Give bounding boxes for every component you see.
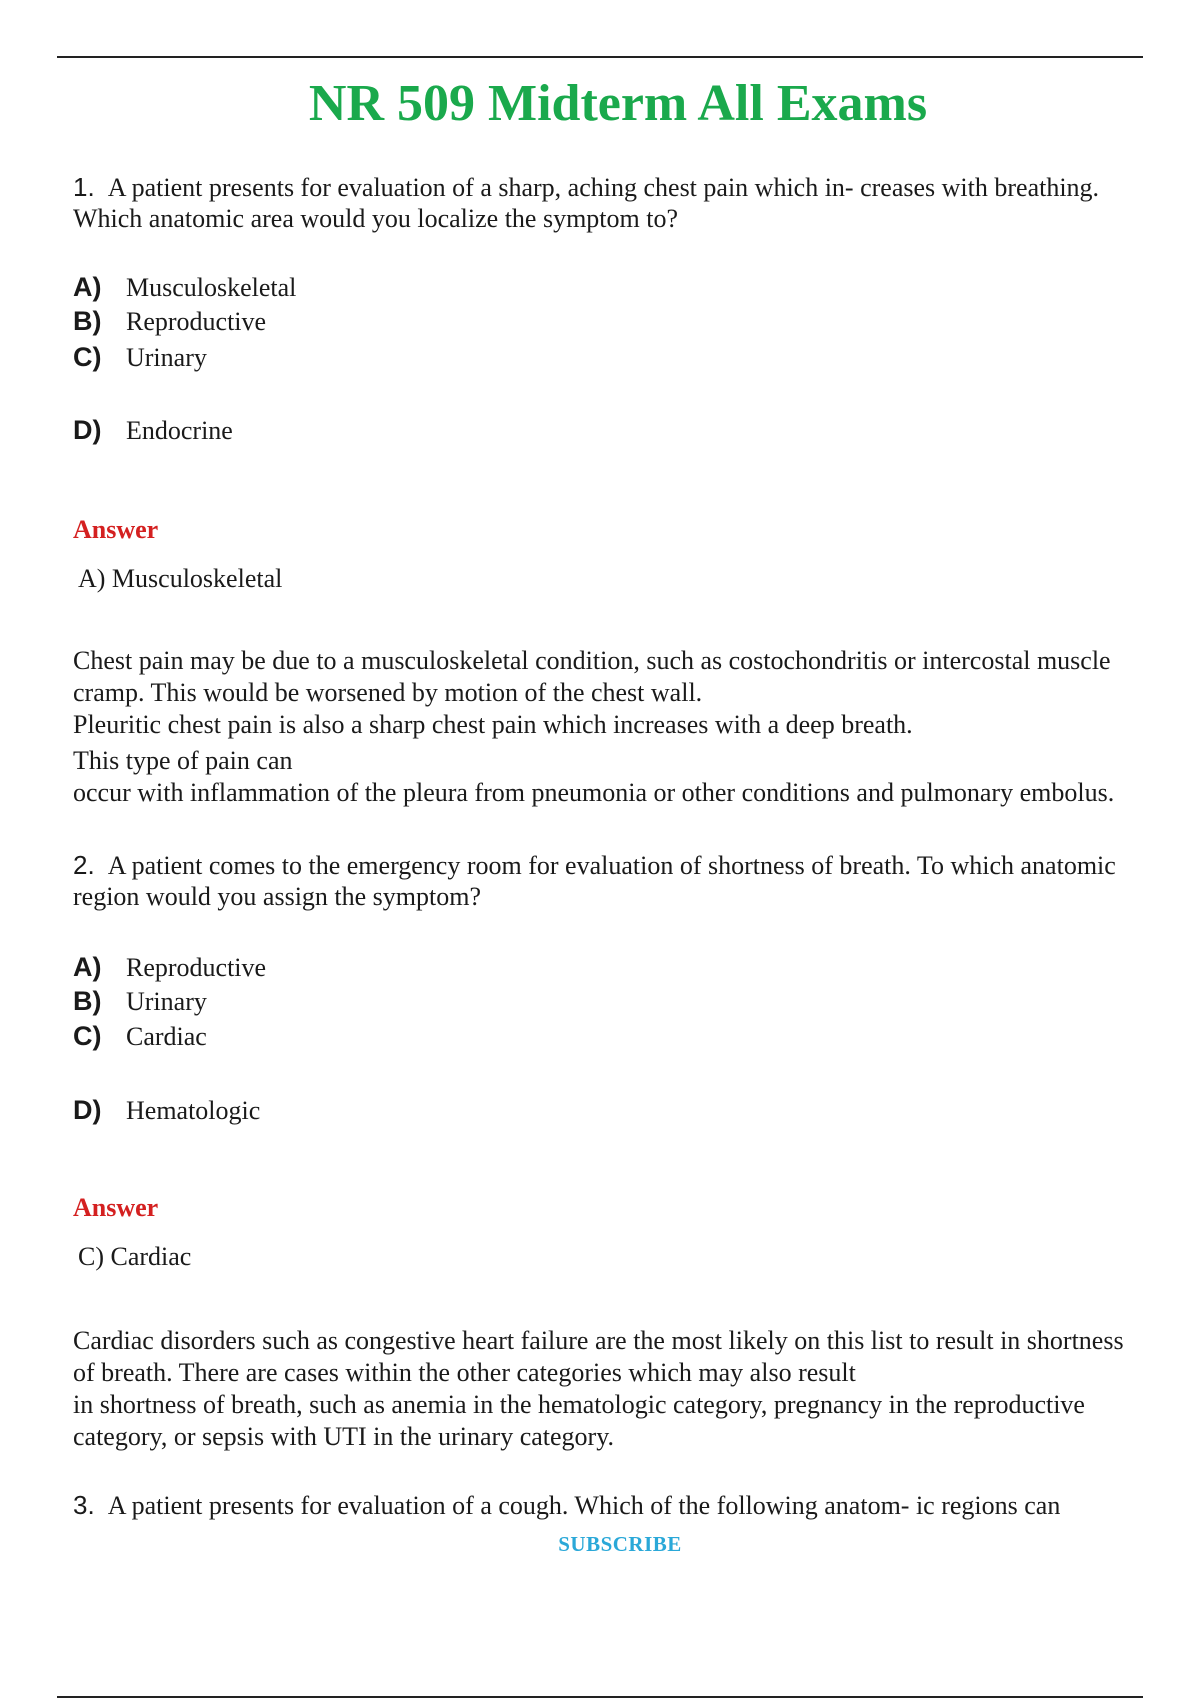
option-text: Urinary xyxy=(126,987,207,1016)
question-number: 3. xyxy=(73,1490,95,1520)
explanation-line: category, or sepsis with UTI in the urinary category. xyxy=(73,1422,615,1451)
option-text: Urinary xyxy=(126,343,207,372)
explanation-line: Cardiac disorders such as congestive heart failure are the most likely on this list to result in shortness of breath. There are cases within the other categories which may also result xyxy=(73,1326,1124,1387)
option-letter: A) xyxy=(73,952,102,982)
option-letter: D) xyxy=(73,415,102,445)
question-1 xyxy=(73,172,1133,234)
explanation-line: occur with inflammation of the pleura from pneumonia or other conditions and pulmonary embolus. xyxy=(73,778,1115,807)
q1-option-a xyxy=(73,270,296,305)
option-text: Endocrine xyxy=(126,416,233,445)
option-text: Cardiac xyxy=(126,1022,207,1051)
option-text: Reproductive xyxy=(126,953,267,982)
option-text: Hematologic xyxy=(126,1096,261,1125)
top-rule xyxy=(57,56,1143,58)
question-text: A patient presents for evaluation of a sharp, aching chest pain which in- creases with breathing. Which anatomic area would you localize the symptom to? xyxy=(73,173,1100,233)
question-number: 1. xyxy=(73,172,95,202)
q1-option-d xyxy=(73,413,233,448)
option-letter: C) xyxy=(73,1021,102,1051)
q1-explanation xyxy=(73,645,1133,809)
q2-option-c xyxy=(73,1019,207,1054)
option-letter: B) xyxy=(73,306,102,336)
q2-option-a xyxy=(73,950,266,985)
q2-option-d xyxy=(73,1093,260,1128)
option-text: Reproductive xyxy=(126,307,267,336)
q1-answer-value: A) Musculoskeletal xyxy=(78,564,283,593)
q2-answer-label: Answer xyxy=(73,1193,159,1222)
q1-option-c xyxy=(73,340,207,375)
q2-answer-value: C) Cardiac xyxy=(78,1242,192,1271)
question-3 xyxy=(73,1490,1133,1521)
q1-answer-label: Answer xyxy=(73,515,159,544)
question-number: 2. xyxy=(73,850,95,880)
subscribe-link[interactable]: SUBSCRIBE xyxy=(558,1532,682,1556)
option-text: Musculoskeletal xyxy=(126,273,297,302)
explanation-line: Pleuritic chest pain is also a sharp chest pain which increases with a deep breath. xyxy=(73,710,913,739)
q2-explanation xyxy=(73,1325,1133,1453)
explanation-line: This type of pain can xyxy=(73,746,293,775)
question-2 xyxy=(73,850,1133,912)
option-letter: B) xyxy=(73,986,102,1016)
option-letter: D) xyxy=(73,1095,102,1125)
q1-option-b xyxy=(73,304,266,339)
bottom-rule xyxy=(57,1696,1143,1698)
document-title: NR 509 Midterm All Exams xyxy=(308,75,928,132)
explanation-line: Chest pain may be due to a musculoskeletal condition, such as costochondritis or intercostal muscle cramp. This would be worsened by motion of the chest wall. xyxy=(73,646,1111,707)
option-letter: A) xyxy=(73,272,102,302)
question-text: A patient presents for evaluation of a cough. Which of the following anatom- ic regions can xyxy=(107,1491,1061,1520)
explanation-line: in shortness of breath, such as anemia in the hematologic category, pregnancy in the reproductive xyxy=(73,1390,1085,1419)
option-letter: C) xyxy=(73,342,102,372)
q2-option-b xyxy=(73,984,207,1019)
question-text: A patient comes to the emergency room for evaluation of shortness of breath. To which anatomic region would you assign the symptom? xyxy=(73,851,1116,911)
